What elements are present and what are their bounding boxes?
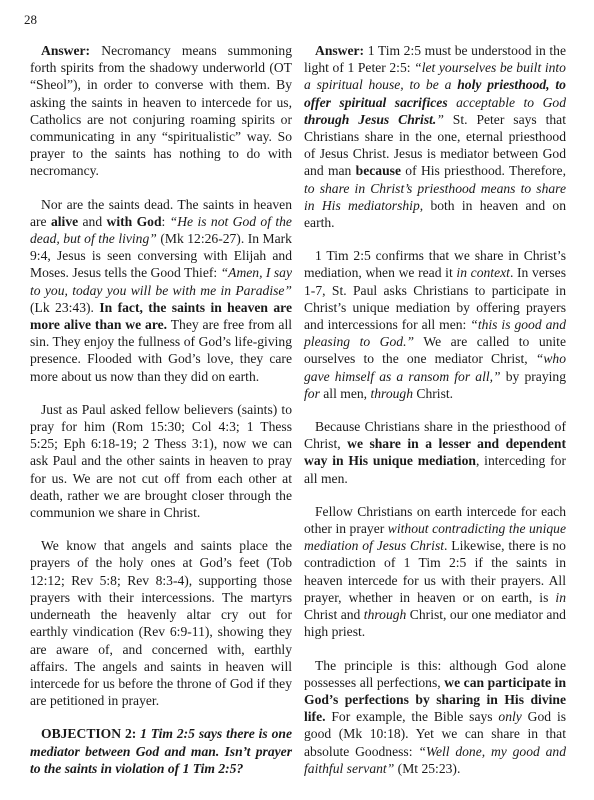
text-run: OBJECTION 2: (41, 726, 137, 742)
text-run: to offer spiritual sacrifices (304, 77, 566, 110)
text-run: “Well done, my good and faithful servant” (304, 743, 566, 776)
text-run: to share in Christ’s priesthood means to share in His mediatorship (304, 180, 566, 213)
text-run: : (161, 213, 170, 229)
text-run: 1 Tim 2:5 must be understood in the light of 1 Peter 2:5: (304, 43, 566, 76)
text-run: (Lk 23:43). (30, 299, 100, 315)
paragraph-paul-prayer (30, 401, 292, 521)
paragraph-principle (304, 657, 566, 777)
text-run: Nor are the saints dead. The saints in heaven are (30, 196, 292, 229)
text-run: and (78, 213, 107, 229)
left-column (30, 42, 292, 793)
paragraph-lesser-mediation (304, 418, 566, 487)
text-run: by praying (500, 368, 566, 384)
text-run: Necromancy means summoning forth spirits from the shadowy underworld (OT “Sheol”), in order to converse with them. By asking the saints in heaven to intercede for us, Catholics are not conjuring roaming spirits or communicating in any “spiritualistic” way. So prayer to the saints has nothing to do with necromancy. (30, 43, 292, 179)
text-run: The principle is this: although God alone possesses all perfections, (304, 657, 566, 690)
text-run: for (304, 385, 320, 401)
text-run: without contradicting the unique mediation of Jesus Christ (304, 521, 566, 554)
text-run: we can participate in God’s perfections by sharing in His divine life. (304, 674, 567, 725)
text-run: we share in a lesser and dependent way in His unique mediation (304, 436, 567, 469)
text-run: St. Peter says that Christians share in the one, eternal priesthood of Jesus Christ. Jesus is mediator between God and man (304, 111, 566, 179)
text-run: Just as Paul asked fellow believers (saints) to pray for him (Rom 15:30; Col 4:3; 1 Thess 5:25; Eph 6:18-19; 2 Thess 3:1), now we can ask Paul and the other saints in heaven to pray for us. We are not cut off from each other at death, rather we are brought closer through the communion we share in Christ. (30, 401, 292, 521)
text-run: of His priesthood. Therefore, (400, 163, 566, 179)
text-run: , interceding for all men. (304, 453, 566, 486)
paragraph-angels-saints (30, 537, 292, 709)
page-number: 28 (24, 12, 37, 27)
text-run: acceptable to God (447, 94, 566, 110)
text-run: In fact, the saints in heaven are more alive than we are. (30, 299, 292, 333)
text-run: We are called to unite ourselves to the one mediator Christ, (304, 334, 566, 367)
text-run: all men, (319, 385, 371, 401)
text-run: in context (456, 265, 510, 281)
text-run: with God (106, 213, 162, 229)
text-run: in (555, 589, 566, 605)
paragraph-fellow-christians (304, 503, 566, 641)
text-run: Answer: (315, 43, 365, 58)
text-run: “let yourselves be built into a spiritual house, to be a (304, 60, 566, 93)
text-run: Christ, our one mediator and high priest. (304, 607, 566, 640)
text-run: holy priesthood, (457, 77, 550, 93)
text-run: Christ. (413, 385, 454, 401)
right-column (304, 42, 566, 793)
text-run: through Jesus Christ. (304, 111, 437, 127)
text-run: Because Christians share in the priesthood of Christ, (304, 419, 566, 452)
text-run: We know that angels and saints place the prayers of the holy ones at God’s feet (Tob 12:12; Rev 5:8; Rev 8:3-4), supporting those prayers with their intercessions. The martyrs underneath the heavenly altar cry out for earthly vindication (Rev 6:9-11), showing they are aware of, and concerned with, earthly affairs. The angels and saints in heaven will intercede for us before the throne of God if they are petitioned in prayer. (30, 538, 292, 709)
text-run: “this is good and pleasing to God.” (304, 317, 566, 350)
text-run: . Likewise, there is no contradiction of 1 Tim 2:5 if the saints in heaven intercede for us with their prayers. All prayer, whether in heaven or on earth, is (304, 538, 566, 605)
text-run: , both in heaven and on earth. (304, 197, 566, 231)
text-run: They are free from all sin. They enjoy the fullness of God’s life-giving presence. Flooded with God’s love, they care more about us now than they did on earth. (30, 317, 293, 384)
text-run: 1 Tim 2:5 confirms that we share in Christ’s mediation, when we read it (304, 248, 566, 281)
text-run: For example, the Bible says (325, 709, 499, 725)
text-run: Fellow Christians on earth intercede for each other in prayer (304, 503, 566, 537)
text-run: ” (436, 111, 444, 127)
paragraph-objection-2 (30, 725, 292, 777)
text-run: through (370, 385, 414, 401)
text-run: 1 Tim 2:5 says there is one mediator between God and man. Isn’t prayer to the saints in violation of 1 Tim 2:5? (30, 726, 292, 776)
text-run: . In verses 1-7, St. Paul asks Christians to participate in Christ’s unique mediation by offering prayers and intercessions for all men: (304, 265, 566, 333)
text-run: “He is not God of the dead, but of the living” (30, 213, 292, 247)
paragraph-saints-alive (30, 196, 292, 385)
text-run: only (498, 709, 522, 725)
text-run: (Mt 25:23). (394, 760, 461, 776)
text-run: through (363, 607, 407, 623)
text-run: alive (50, 213, 79, 229)
text-run: because (355, 163, 401, 179)
paragraph-1tim-answer (304, 42, 566, 231)
text-run: God is good (Mk 10:18). Yet we can share in that absolute Goodness: (304, 709, 567, 759)
paragraph-necromancy-answer (30, 42, 292, 180)
text-run: “Amen, I say to you, today you will be with me in Paradise” (30, 265, 292, 298)
text-run: Answer: (41, 43, 91, 58)
text-run: “who gave himself as a ransom for all,” (304, 351, 566, 384)
text-run: Christ and (304, 607, 364, 623)
paragraph-1tim-context (304, 247, 566, 402)
text-run: (Mk 12:26-27). In Mark 9:4, Jesus is seen conversing with Elijah and Moses. Jesus tells the Good Thief: (30, 231, 292, 281)
